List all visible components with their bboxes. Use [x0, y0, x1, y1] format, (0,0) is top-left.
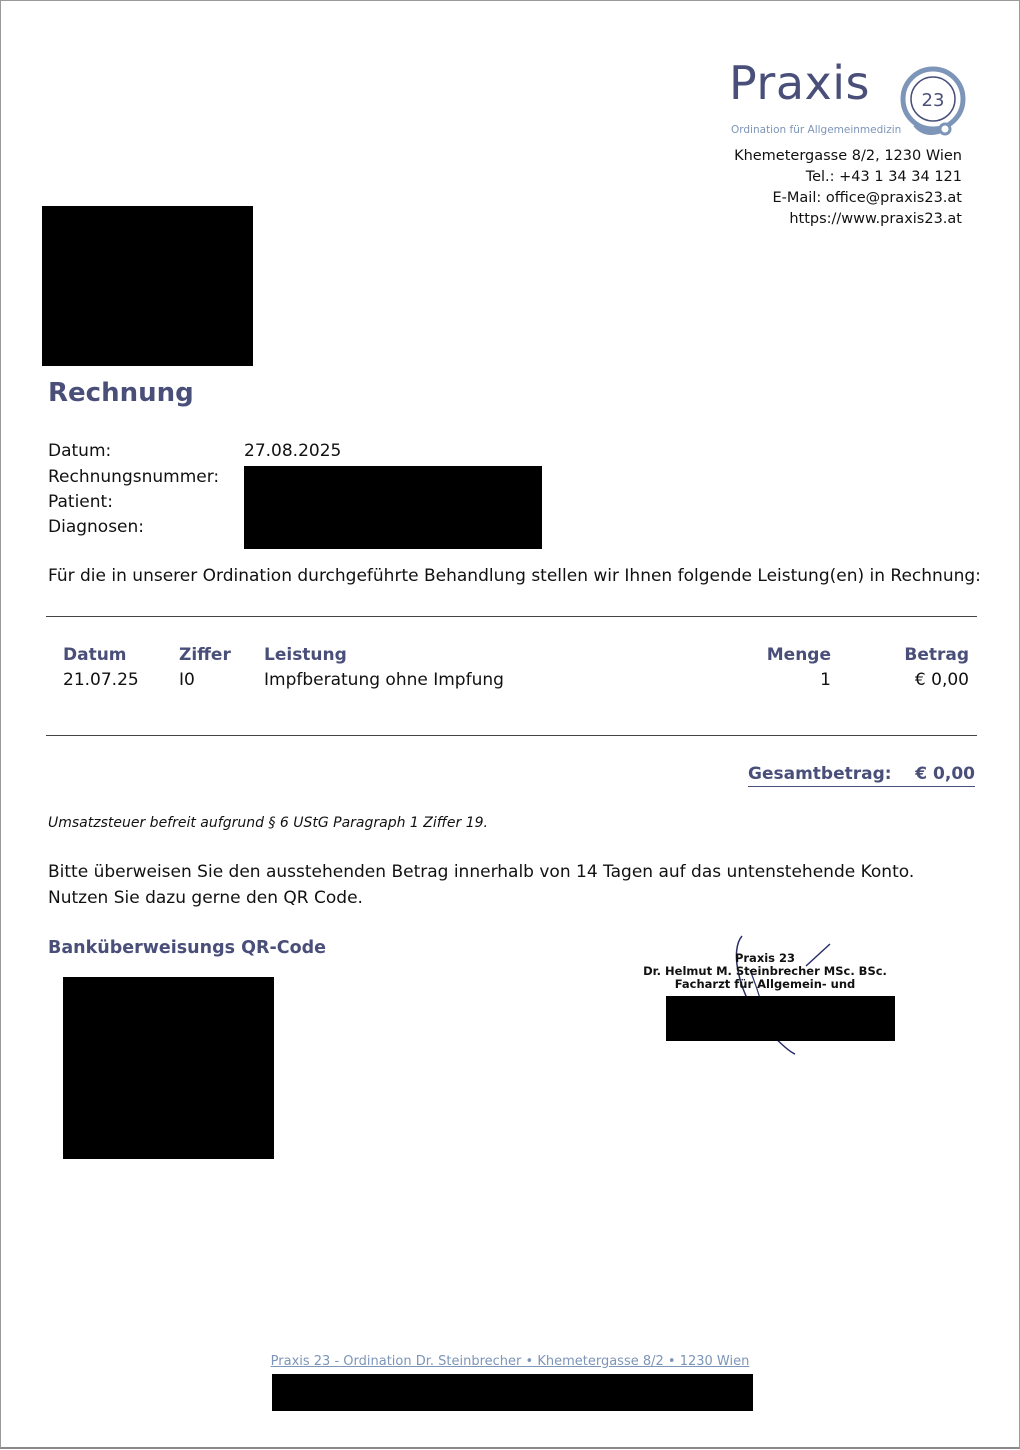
redacted-recipient-address	[42, 206, 253, 366]
redacted-footer-bank-details	[272, 1374, 753, 1411]
col-header-code: Ziffer	[179, 645, 231, 665]
logo-number: 23	[921, 90, 945, 111]
total-block	[748, 764, 975, 787]
col-header-date: Datum	[63, 645, 127, 665]
contact-block	[734, 146, 962, 230]
redacted-invoice-details	[244, 466, 542, 549]
contact-email: E-Mail: office@praxis23.at	[772, 190, 962, 206]
redacted-stamp-details	[666, 996, 895, 1041]
col-header-amount: Betrag	[904, 645, 969, 665]
stamp-line-2: Dr. Helmut M. Steinbrecher MSc. BSc.	[643, 964, 887, 978]
stamp-line-3: Facharzt für Allgemein- und	[674, 977, 856, 991]
contact-website[interactable]: https://www.praxis23.at	[789, 211, 962, 227]
redacted-qr-code	[63, 977, 274, 1159]
doctor-stamp	[640, 952, 890, 991]
invoice-title: Rechnung	[48, 378, 194, 408]
logo-wordmark: Praxis	[729, 56, 870, 110]
invoice-number-label: Rechnungsnummer:	[48, 467, 220, 487]
table-top-rule	[46, 616, 977, 617]
row-code: I0	[179, 670, 195, 690]
table-bottom-rule	[46, 735, 977, 736]
row-date: 21.07.25	[63, 670, 139, 690]
col-header-service: Leistung	[264, 645, 347, 665]
stamp-line-1: Praxis 23	[734, 951, 796, 965]
stethoscope-logo-icon	[895, 65, 969, 139]
footer-address-text[interactable]: Praxis 23 - Ordination Dr. Steinbrecher • Khemetergasse 8/2 • 1230 Wien	[270, 1354, 750, 1369]
total-label: Gesamtbetrag:	[748, 764, 892, 784]
row-quantity: 1	[820, 670, 831, 690]
total-value: € 0,00	[915, 764, 975, 784]
qr-heading: Banküberweisungs QR-Code	[48, 938, 327, 958]
diagnoses-label: Diagnosen:	[48, 517, 145, 537]
intro-text: Für die in unserer Ordination durchgeführte Behandlung stellen wir Ihnen folgende Leistung(en) in Rechnung:	[48, 566, 981, 586]
footer-address	[0, 1354, 1020, 1369]
patient-label: Patient:	[48, 492, 113, 512]
row-service: Impfberatung ohne Impfung	[264, 670, 504, 690]
contact-phone: Tel.: +43 1 34 34 121	[805, 169, 962, 185]
vat-note: Umsatzsteuer befreit aufgrund § 6 UStG Paragraph 1 Ziffer 19.	[48, 815, 488, 831]
date-label: Datum:	[48, 441, 112, 461]
contact-address: Khemetergasse 8/2, 1230 Wien	[734, 148, 962, 164]
payment-instructions: Bitte überweisen Sie den ausstehenden Betrag innerhalb von 14 Tagen auf das untenstehende Konto. Nutzen Sie dazu gerne den QR Code.	[48, 862, 915, 908]
date-value: 27.08.2025	[244, 441, 342, 461]
col-header-quantity: Menge	[766, 645, 831, 665]
logo-tagline: Ordination für Allgemeinmedizin	[731, 124, 902, 136]
row-amount: € 0,00	[914, 670, 969, 690]
